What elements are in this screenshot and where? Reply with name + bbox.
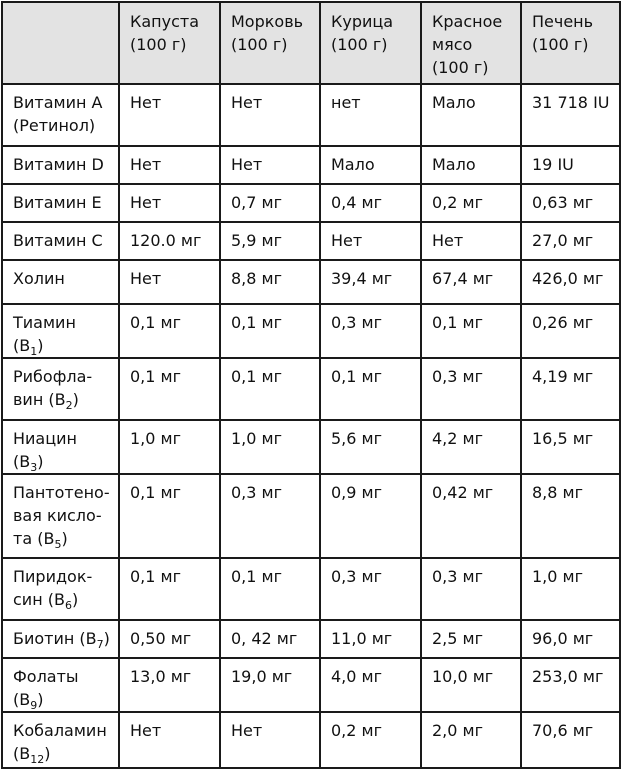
header-cabbage: Капуста (100 г): [119, 2, 220, 84]
value-cell-liver: 253,0 мг: [521, 658, 620, 712]
value-cell-liver: 70,6 мг: [521, 712, 620, 768]
nutrient-subscript: 5: [54, 538, 62, 551]
nutrient-subscript: 1: [30, 345, 38, 358]
value-cell-chicken: 0,9 мг: [320, 474, 421, 558]
table-row: [2, 222, 620, 260]
value-cell-carrot: 0,1 мг: [220, 358, 320, 420]
table-row: [2, 184, 620, 222]
nutrient-name-cell: [2, 558, 119, 620]
value-cell-red-meat: 4,2 мг: [421, 420, 521, 474]
value-cell-liver: 96,0 мг: [521, 620, 620, 658]
value-cell-liver: 426,0 мг: [521, 260, 620, 304]
nutrient-name: Ниацин (В: [13, 429, 77, 471]
value-cell-carrot: Нет: [220, 712, 320, 768]
nutrient-subscript: 3: [30, 461, 38, 474]
nutrient-name-cell: [2, 184, 119, 222]
nutrient-name-suffix: ): [72, 390, 79, 409]
nutrient-name-suffix: ): [44, 744, 51, 763]
value-cell-red-meat: 2,0 мг: [421, 712, 521, 768]
value-cell-red-meat: 0,2 мг: [421, 184, 521, 222]
value-cell-red-meat: 2,5 мг: [421, 620, 521, 658]
value-cell-chicken: 5,6 мг: [320, 420, 421, 474]
header-corner-cell: [2, 2, 119, 84]
nutrient-name-cell: [2, 260, 119, 304]
value-cell-cabbage: 13,0 мг: [119, 658, 220, 712]
value-cell-carrot: 0,1 мг: [220, 304, 320, 358]
table-row: [2, 558, 620, 620]
nutrient-name: Витамин А (Ретинол): [13, 93, 103, 135]
nutrient-name-suffix: ): [37, 336, 44, 355]
nutrient-name-cell: [2, 222, 119, 260]
nutrient-name-suffix: ): [37, 690, 44, 709]
table-row: [2, 358, 620, 420]
nutrient-name: Витамин Е: [13, 193, 102, 212]
value-cell-carrot: 1,0 мг: [220, 420, 320, 474]
nutrient-name-cell: [2, 304, 119, 358]
nutrient-name-cell: [2, 658, 119, 712]
value-cell-liver: 0,26 мг: [521, 304, 620, 358]
value-cell-red-meat: 67,4 мг: [421, 260, 521, 304]
table-row: [2, 658, 620, 712]
nutrient-name: Холин: [13, 269, 65, 288]
nutrient-subscript: 12: [30, 753, 45, 766]
value-cell-carrot: 0, 42 мг: [220, 620, 320, 658]
value-cell-cabbage: Нет: [119, 712, 220, 768]
value-cell-cabbage: 0,1 мг: [119, 474, 220, 558]
value-cell-carrot: 8,8 мг: [220, 260, 320, 304]
value-cell-chicken: 0,1 мг: [320, 358, 421, 420]
value-cell-cabbage: 1,0 мг: [119, 420, 220, 474]
value-cell-red-meat: Мало: [421, 84, 521, 146]
nutrient-subscript: 9: [30, 699, 38, 712]
value-cell-cabbage: Нет: [119, 184, 220, 222]
nutrient-name-cell: [2, 712, 119, 768]
nutrient-name-suffix: ): [61, 529, 68, 548]
value-cell-liver: 31 718 IU: [521, 84, 620, 146]
nutrient-name: Тиамин (В: [13, 313, 76, 355]
header-liver: Печень (100 г): [521, 2, 620, 84]
nutrient-name: Кобаламин (В: [13, 721, 107, 763]
value-cell-carrot: 0,1 мг: [220, 558, 320, 620]
header-red-meat: Красное мясо (100 г): [421, 2, 521, 84]
nutrient-table: [1, 1, 621, 769]
value-cell-cabbage: Нет: [119, 84, 220, 146]
value-cell-chicken: нет: [320, 84, 421, 146]
nutrient-name: Рибофла-вин (В: [13, 367, 93, 409]
table-row: [2, 260, 620, 304]
value-cell-red-meat: 0,3 мг: [421, 358, 521, 420]
value-cell-liver: 4,19 мг: [521, 358, 620, 420]
nutrient-subscript: 2: [65, 399, 73, 412]
value-cell-carrot: 5,9 мг: [220, 222, 320, 260]
nutrient-name: Витамин С: [13, 231, 103, 250]
value-cell-red-meat: 10,0 мг: [421, 658, 521, 712]
nutrient-name-cell: [2, 620, 119, 658]
value-cell-red-meat: 0,42 мг: [421, 474, 521, 558]
nutrient-name-cell: [2, 420, 119, 474]
value-cell-cabbage: 0,1 мг: [119, 558, 220, 620]
nutrient-name-cell: [2, 84, 119, 146]
value-cell-cabbage: 0,1 мг: [119, 304, 220, 358]
value-cell-cabbage: 0,1 мг: [119, 358, 220, 420]
value-cell-red-meat: 0,3 мг: [421, 558, 521, 620]
value-cell-cabbage: 120.0 мг: [119, 222, 220, 260]
value-cell-liver: 1,0 мг: [521, 558, 620, 620]
table-row: [2, 474, 620, 558]
table-row: [2, 146, 620, 184]
value-cell-chicken: 0,2 мг: [320, 712, 421, 768]
table-row: [2, 620, 620, 658]
nutrient-name: Пантотено-вая кисло-та (В: [13, 483, 110, 548]
value-cell-chicken: 0,4 мг: [320, 184, 421, 222]
value-cell-cabbage: Нет: [119, 146, 220, 184]
value-cell-liver: 8,8 мг: [521, 474, 620, 558]
value-cell-carrot: Нет: [220, 146, 320, 184]
nutrient-subscript: 6: [64, 599, 72, 612]
value-cell-chicken: Нет: [320, 222, 421, 260]
nutrient-name-cell: [2, 358, 119, 420]
value-cell-chicken: 4,0 мг: [320, 658, 421, 712]
value-cell-cabbage: 0,50 мг: [119, 620, 220, 658]
nutrient-name-suffix: ): [37, 452, 44, 471]
value-cell-red-meat: Мало: [421, 146, 521, 184]
value-cell-cabbage: Нет: [119, 260, 220, 304]
nutrient-name-cell: [2, 146, 119, 184]
value-cell-carrot: 0,3 мг: [220, 474, 320, 558]
table-row: [2, 304, 620, 358]
value-cell-liver: 16,5 мг: [521, 420, 620, 474]
table-row: [2, 84, 620, 146]
nutrient-name: Витамин D: [13, 155, 104, 174]
value-cell-liver: 19 IU: [521, 146, 620, 184]
nutrient-name: Пиридок-син (В: [13, 567, 93, 609]
header-chicken: Курица (100 г): [320, 2, 421, 84]
value-cell-carrot: 19,0 мг: [220, 658, 320, 712]
value-cell-liver: 27,0 мг: [521, 222, 620, 260]
table-row: [2, 712, 620, 768]
nutrient-name-suffix: ): [103, 629, 110, 648]
value-cell-chicken: 0,3 мг: [320, 304, 421, 358]
value-cell-red-meat: 0,1 мг: [421, 304, 521, 358]
value-cell-carrot: Нет: [220, 84, 320, 146]
value-cell-liver: 0,63 мг: [521, 184, 620, 222]
nutrient-name: Фолаты (В: [13, 667, 79, 709]
nutrient-subscript: 7: [96, 638, 104, 651]
value-cell-red-meat: Нет: [421, 222, 521, 260]
value-cell-chicken: Мало: [320, 146, 421, 184]
nutrient-name-cell: [2, 474, 119, 558]
nutrient-name: Биотин (В: [13, 629, 97, 648]
table-row: [2, 420, 620, 474]
value-cell-chicken: 39,4 мг: [320, 260, 421, 304]
value-cell-carrot: 0,7 мг: [220, 184, 320, 222]
value-cell-chicken: 0,3 мг: [320, 558, 421, 620]
header-carrot: Морковь (100 г): [220, 2, 320, 84]
nutrient-name-suffix: ): [71, 590, 79, 609]
header-row: [2, 2, 620, 84]
value-cell-chicken: 11,0 мг: [320, 620, 421, 658]
